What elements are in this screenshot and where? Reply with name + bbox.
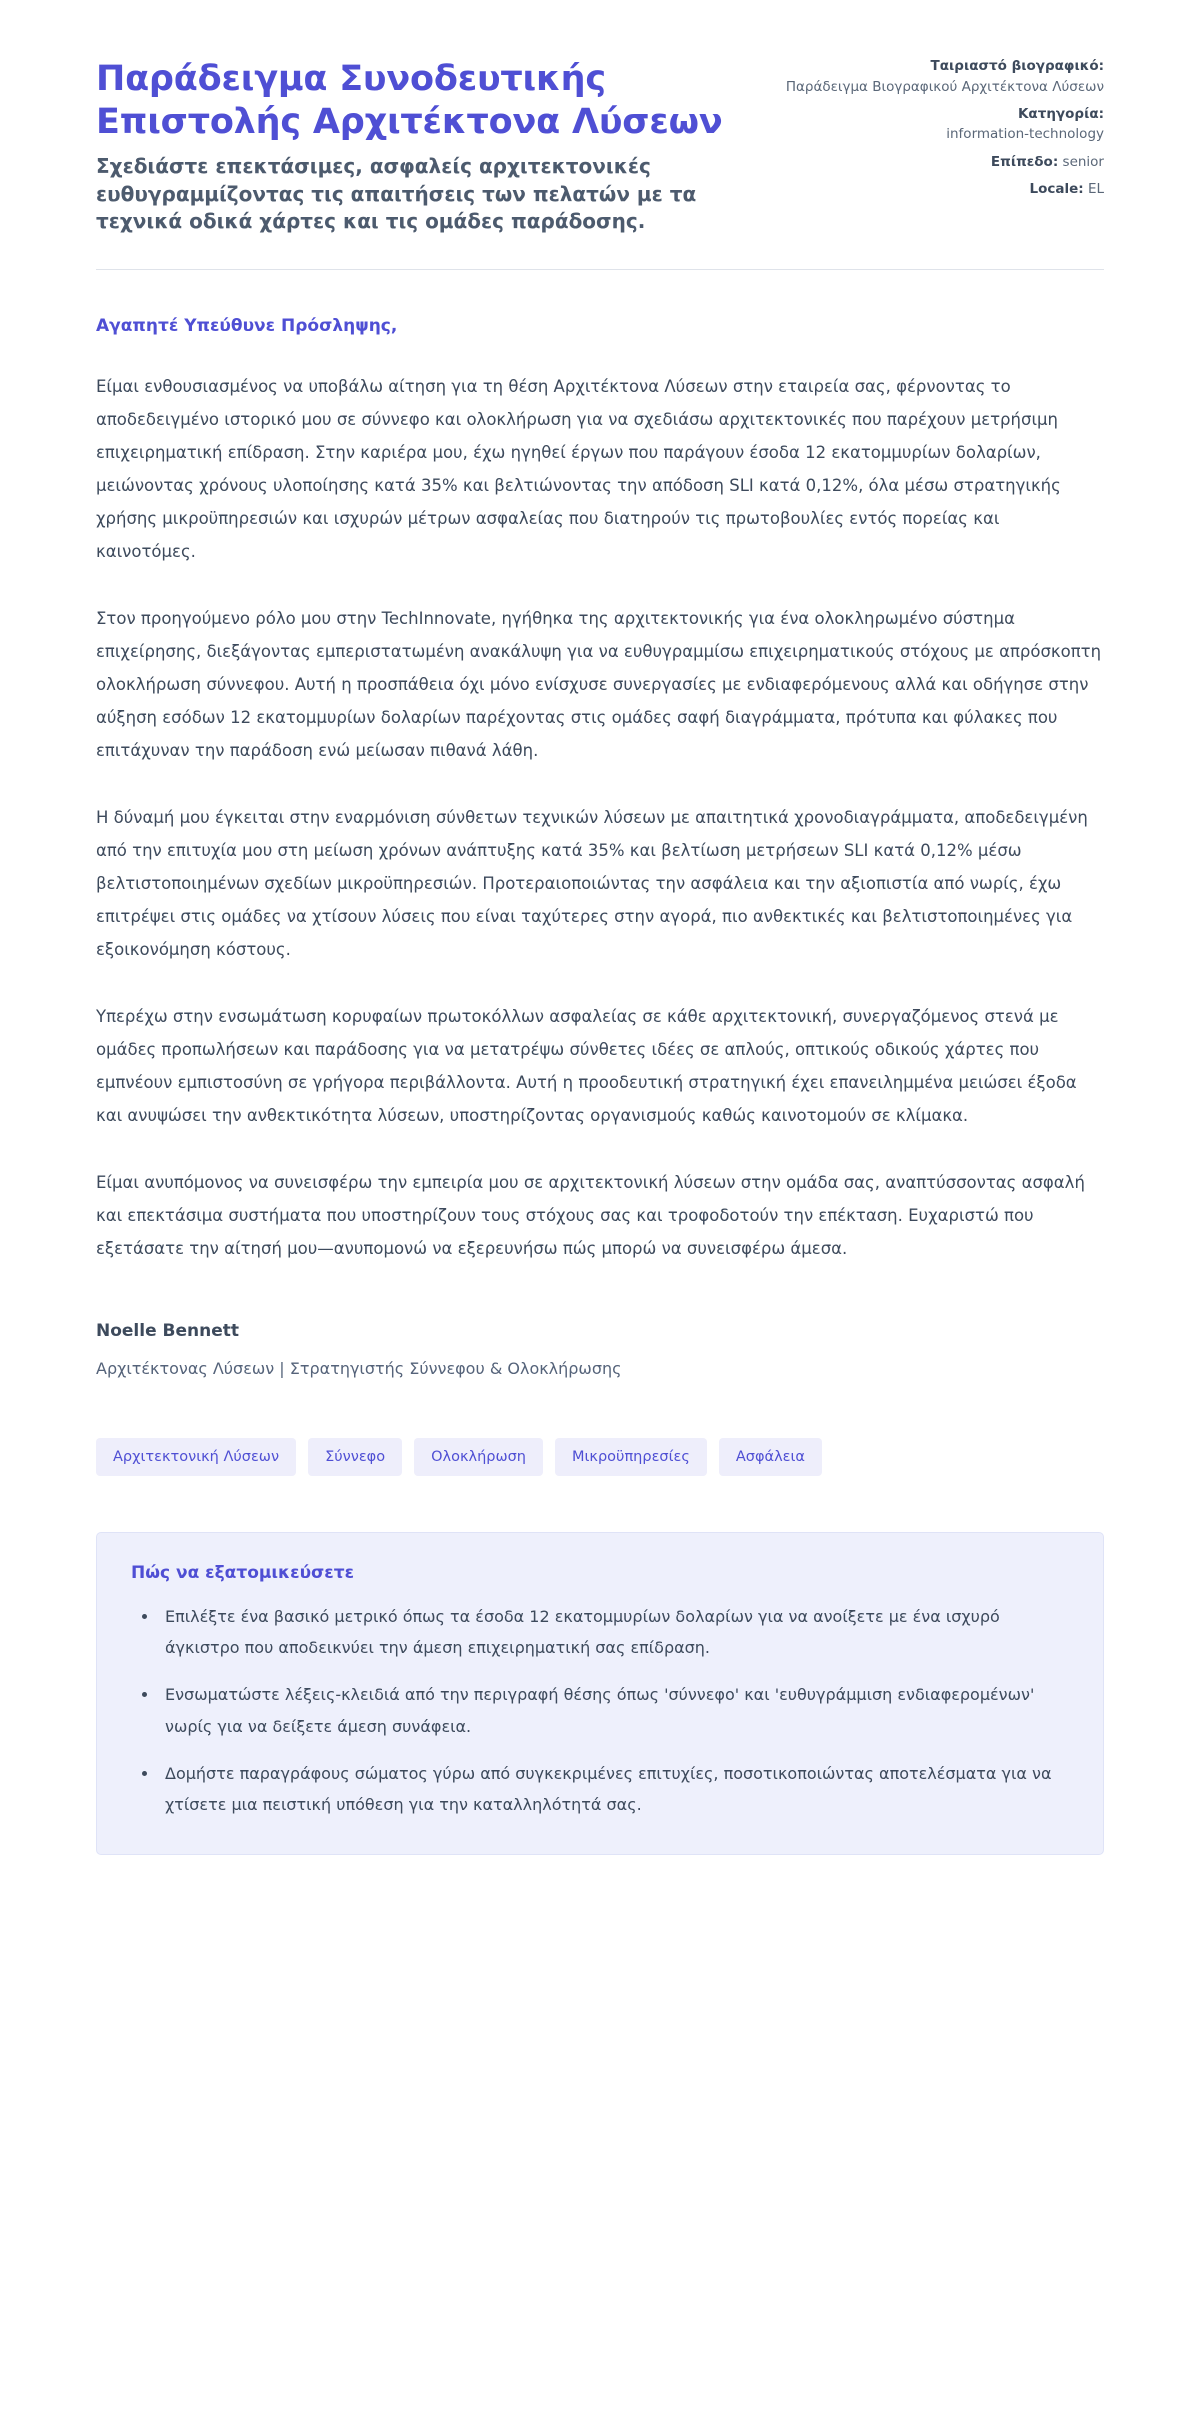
tag-chip[interactable]: Σύννεφο [308, 1438, 402, 1476]
meta-matching-resume-label: Ταιριαστό βιογραφικό: [930, 58, 1104, 74]
page-subtitle: Σχεδιάστε επεκτάσιμες, ασφαλείς αρχιτεκτονικές ευθυγραμμίζοντας τις απαιτήσεις των πελατών με τα τεχνικά οδικά χάρτες και τις ομάδες παράδοσης. [96, 154, 697, 233]
meta-category-value: information-technology [946, 126, 1104, 143]
callout-title: Πώς να εξατομικεύσετε [131, 1562, 355, 1583]
meta-matching-resume [786, 56, 1104, 97]
page-title: Παράδειγμα Συνοδευτικής Επιστολής Αρχιτέκτονα Λύσεων [96, 59, 723, 142]
meta-locale-value: EL [1087, 181, 1104, 198]
signature-role: Αρχιτέκτονας Λύσεων | Στρατηγιστής Σύννεφου & Ολοκλήρωσης [96, 1358, 622, 1378]
tag-chip[interactable]: Ασφάλεια [719, 1438, 822, 1476]
letter-paragraph: Η δύναμή μου έγκειται στην εναρμόνιση σύνθετων τεχνικών λύσεων με απαιτητικά χρονοδιαγράμματα, αποδεδειγμένη από την επιτυχία μου στη μείωση χρόνων ανάπτυξης κατά 35% και βελτίωση μετρήσεων SLI κατά 0,12% μέσω βελτιστοποιημένων σχεδίων μικροϋπηρεσιών. Προτεραιοποιώντας την ασφάλεια και την αξιοπιστία από νωρίς, έχω επιτρέψει στις ομάδες να χτίσουν λύσεις που είναι ταχύτερες στην αγορά, πιο ανθεκτικές και βελτιστοποιημένες για εξοικονόμηση κόστους. [96, 807, 1088, 959]
letter-salutation: Αγαπητέ Υπεύθυνε Πρόσληψης, [96, 315, 398, 336]
letter-paragraph: Υπερέχω στην ενσωμάτωση κορυφαίων πρωτοκόλλων ασφαλείας σε κάθε αρχιτεκτονική, συνεργαζόμενος στενά με ομάδες προπωλήσεων και παράδοσης για να μετατρέψω σύνθετες ιδέες σε απλούς, οπτικούς οδικούς χάρτες που εμπνέουν εμπιστοσύνη σε γρήγορα περιβάλλοντα. Αυτή η προοδευτική στρατηγική έχει επανειλημμένα μειώσει έξοδα και ανυψώσει την ανθεκτικότητα λύσεων, υποστηρίζοντας οργανισμούς καθώς καινοτομούν σε κλίμακα. [96, 1006, 1077, 1125]
meta-level-value: senior [1062, 153, 1104, 170]
callout-list [131, 1601, 1069, 1820]
list-item: • Δομήστε παραγράφους σώματος γύρω από συγκεκριμένες επιτυχίες, ποσοτικοποιώντας αποτελέσματα για να χτίσετε μια πειστική υπόθεση για την καταλληλότητά σας. [159, 1758, 1059, 1820]
letter-paragraph: Στον προηγούμενο ρόλο μου στην TechInnovate, ηγήθηκα της αρχιτεκτονικής για ένα ολοκληρωμένο σύστημα επιχείρησης, διεξάγοντας εμπεριστατωμένη ανακάλυψη για να ευθυγραμμίσω επιχειρηματικούς στόχους με απρόσκοπτη ολοκλήρωση σύννεφου. Αυτή η προσπάθεια όχι μόνο ενίσχυσε συνεργασίες με ενδιαφερόμενους αλλά και οδήγησε στην αύξηση εσόδων 12 εκατομμυρίων δολαρίων παρέχοντας στις ομάδες σαφή διαγράμματα, πρότυπα και φύλακες που επιτάχυναν την παράδοση ενώ μείωσαν πιθανά λάθη. [96, 608, 1102, 760]
tag-chip[interactable]: Αρχιτεκτονική Λύσεων [96, 1438, 296, 1476]
metadata-panel [786, 52, 1104, 201]
letter-paragraph: Είμαι ενθουσιασμένος να υποβάλω αίτηση για τη θέση Αρχιτέκτονα Λύσεων στην εταιρεία σας, φέρνοντας το αποδεδειγμένο ιστορικό μου σε σύννεφο και ολοκλήρωση για να σχεδιάσω αρχιτεκτονικές που παρέχουν μετρήσιμη επιχειρηματική επίδραση. Στην καριέρα μου, έχω ηγηθεί έργων που παράγουν έσοδα 12 εκατομμυρίων δολαρίων, μειώνοντας χρόνους υλοποίησης κατά 35% και βελτιώνοντας την απόδοση SLI κατά 0,12%, όλα μέσω στρατηγικής χρήσης μικροϋπηρεσιών και ισχυρών μέτρων ασφαλείας που διατηρούν τις πρωτοβουλίες εντός πορείας και καινοτόμες. [96, 376, 1061, 561]
cover-letter-body [96, 316, 1104, 1378]
header-title-group [96, 52, 746, 235]
signature-block [96, 1321, 1104, 1378]
meta-locale-label: Locale: [1029, 181, 1084, 198]
meta-matching-resume-value: Παράδειγμα Βιογραφικού Αρχιτέκτονα Λύσεων [785, 78, 1104, 95]
meta-category-label: Κατηγορία: [1017, 105, 1104, 122]
list-item: • Ενσωματώστε λέξεις-κλειδιά από την περιγραφή θέσης όπως 'σύννεφο' και 'ευθυγράμμιση ενδιαφερομένων' νωρίς για να δείξετε άμεση συνάφεια. [159, 1679, 1059, 1741]
tag-chip[interactable]: Μικροϋπηρεσίες [555, 1438, 707, 1476]
how-to-personalize-callout [96, 1532, 1104, 1855]
letter-paragraph: Είμαι ανυπόμονος να συνεισφέρω την εμπειρία μου σε αρχιτεκτονική λύσεων στην ομάδα σας, αναπτύσσοντας ασφαλή και επεκτάσιμα συστήματα που υποστηρίζουν τους στόχους σας και τροφοδοτούν την επέκταση. Ευχαριστώ που εξετάσατε την αίτησή μου—ανυπομονώ να εξερευνήσω πώς μπορώ να συνεισφέρω άμεσα. [96, 1172, 1085, 1258]
list-item: • Επιλέξτε ένα βασικό μετρικό όπως τα έσοδα 12 εκατομμυρίων δολαρίων για να ανοίξετε με ένα ισχυρό άγκιστρο που αποδεικνύει την άμεση επιχειρηματική σας επίδραση. [159, 1601, 1059, 1663]
tag-chip[interactable]: Ολοκλήρωση [414, 1438, 543, 1476]
meta-level-label: Επίπεδο: [990, 153, 1059, 170]
header-divider [96, 269, 1104, 270]
document-header [96, 52, 1104, 269]
tag-list [96, 1438, 1104, 1476]
meta-category [786, 104, 1104, 145]
meta-locale [786, 179, 1104, 200]
signature-name: Noelle Bennett [96, 1320, 240, 1341]
meta-level [786, 152, 1104, 173]
